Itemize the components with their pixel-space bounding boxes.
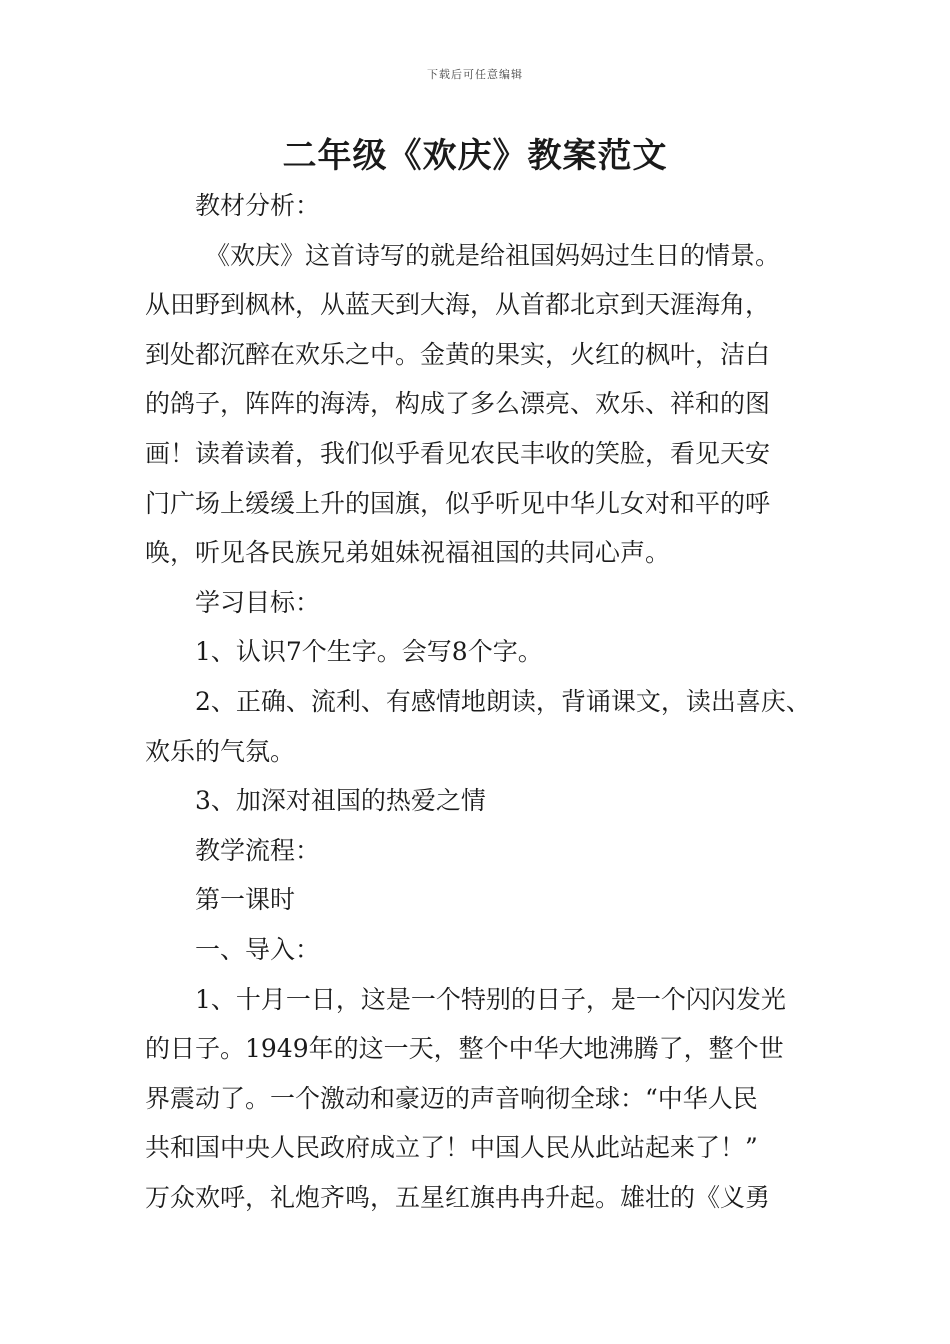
paragraph-line: 唤，听见各民族兄弟姐妹祝福祖国的共同心声。 bbox=[145, 538, 671, 568]
paragraph-line: 到处都沉醉在欢乐之中。金黄的果实，火红的枫叶，洁白 bbox=[145, 339, 771, 369]
paragraph-line: 从田野到枫林，从蓝天到大海，从首都北京到天涯海角， bbox=[145, 290, 771, 320]
goal-item: 1、认识7个生字。会写8个字。 bbox=[195, 637, 543, 667]
document-title: 二年级《欢庆》教案范文 bbox=[282, 136, 668, 176]
paragraph-line: 画！读着读着，我们似乎看见农民丰收的笑脸，看见天安 bbox=[145, 438, 771, 468]
goal-item-continued: 欢乐的气氛。 bbox=[145, 736, 296, 766]
goal-item: 2、正确、流利、有感情地朗读，背诵课文，读出喜庆、 bbox=[195, 686, 811, 716]
subsection-heading-intro: 一、导入： bbox=[195, 934, 321, 964]
page-header-note: 下载后可任意编辑 bbox=[427, 68, 523, 81]
document-body bbox=[145, 181, 825, 1222]
paragraph-line: 门广场上缓缓上升的国旗，似乎听见中华儿女对和平的呼 bbox=[145, 488, 771, 518]
paragraph-line: 《欢庆》这首诗写的就是给祖国妈妈过生日的情景。 bbox=[205, 240, 781, 270]
paragraph-line: 万众欢呼，礼炮齐鸣，五星红旗冉冉升起。雄壮的《义勇 bbox=[145, 1182, 771, 1212]
paragraph-line: 的日子。1949年的这一天，整个中华大地沸腾了，整个世 bbox=[145, 1034, 784, 1064]
paragraph-line: 1、十月一日，这是一个特别的日子，是一个闪闪发光 bbox=[195, 984, 786, 1014]
section-heading-process: 教学流程： bbox=[195, 835, 321, 865]
lesson-heading: 第一课时 bbox=[195, 885, 296, 915]
paragraph-line: 的鸽子，阵阵的海涛，构成了多么漂亮、欢乐、祥和的图 bbox=[145, 389, 771, 419]
paragraph-line: 界震动了。一个激动和豪迈的声音响彻全球：“中华人民 bbox=[145, 1083, 758, 1113]
section-heading-goals: 学习目标： bbox=[195, 587, 321, 617]
paragraph-line: 共和国中央人民政府成立了！中国人民从此站起来了！” bbox=[145, 1133, 758, 1163]
section-heading-materials: 教材分析： bbox=[195, 191, 321, 220]
goal-item: 3、加深对祖国的热爱之情 bbox=[195, 786, 486, 816]
